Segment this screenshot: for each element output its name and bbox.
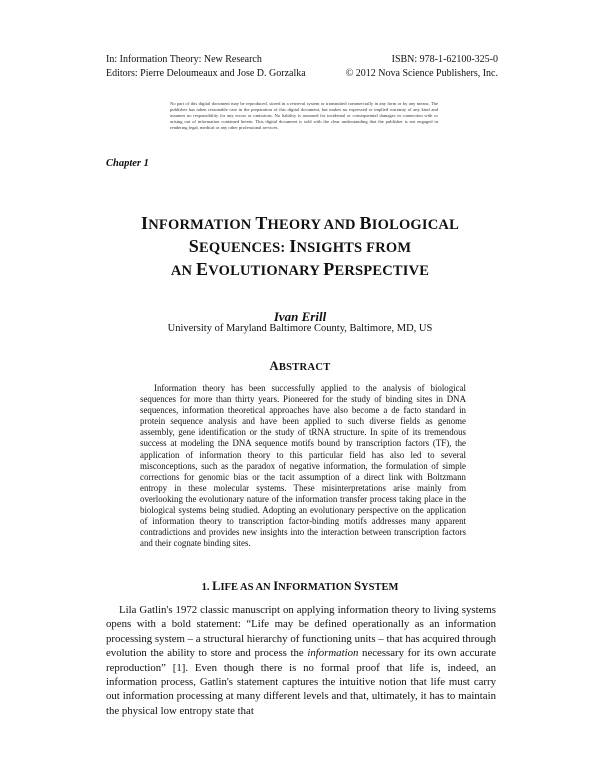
editors-line: Editors: Pierre Deloumeaux and Jose D. Gorzalka <box>106 67 306 79</box>
section-heading: 1. LIFE AS AN INFORMATION SYSTEM <box>201 579 399 593</box>
title-line-3: AN EVOLUTIONARY PERSPECTIVE <box>170 259 430 279</box>
book-title-line: In: Information Theory: New Research <box>106 54 262 65</box>
running-header-left <box>106 53 306 80</box>
chapter-title <box>0 213 600 282</box>
isbn-line: ISBN: 978-1-62100-325-0 <box>391 54 498 65</box>
author-affiliation: University of Maryland Baltimore County, Baltimore, MD, US <box>167 323 433 334</box>
abstract-heading: ABSTRACT <box>269 359 331 373</box>
title-line-2: SEQUENCES: INSIGHTS FROM <box>188 236 412 256</box>
emphasis-information: information <box>307 647 359 660</box>
copyright-notice: No part of this digital document may be reproduced, stored in a retrieval system or transmitted commercially in any form or by any means. The publisher has taken reasonable care in the preparation of this digital document, but makes no expressed or implied warranty of any kind and assumes no responsibility for any errors or omissions. No liability is assumed for incidental or consequential damages in connection with or arising out of information contained herein. This digital document is sold with the clear understanding that the publisher is not engaged in rendering legal, medical or any other professional services. <box>170 101 438 131</box>
running-header-right <box>346 53 498 80</box>
author-name: Ivan Erill <box>273 309 327 324</box>
title-line-1: INFORMATION THEORY AND BIOLOGICAL <box>141 213 459 233</box>
body-paragraph: Lila Gatlin's 1972 classic manuscript on applying information theory to living systems opens with a bold statement: “Life may be defined operationally as an information processing system – a structural hierarchy of functioning units – that has acquired through evolution the ability to store and process the information necessary for its own accurate reproduction” [1]. Even though there is no formal proof that life is, indeed, an information process, Gatlin's statement captures the intuitive notion that life must carry out information processing at many different levels and that, ultimately, it has to maintain the physical low entropy state that <box>106 604 496 717</box>
abstract-text: Information theory has been successfully applied to the analysis of biological sequences for more than thirty years. Pioneered for the study of binding sites in DNA sequences, information theoretical approaches have also become a de facto standard in protein sequence analysis and have been applied to such diverse fields as genome assembly, gene identification or the study of tRNA structure. In spite of its tremendous success at modeling the DNA sequence motifs bound by transcription factors (TF), the application of information theory to this particular field has also led to several misconceptions, such as the paradox of negative information, the formulation of simple corrections for genomic bias or the tacit assumption of a direct link with Boltzmann entropy in these molecular systems. These misinterpretations arise mainly from overlooking the evolutionary nature of the information transfer process taking place in the biological systems being studied. Adopting an evolutionary perspective on the application of information theory to transcription factor-binding motifs addresses many apparent contradictions and provides new insights into the interaction between transcription factors and their cognate binding sites. <box>140 383 466 549</box>
copyright-line: © 2012 Nova Science Publishers, Inc. <box>345 67 498 79</box>
chapter-label: Chapter 1 <box>106 158 149 169</box>
